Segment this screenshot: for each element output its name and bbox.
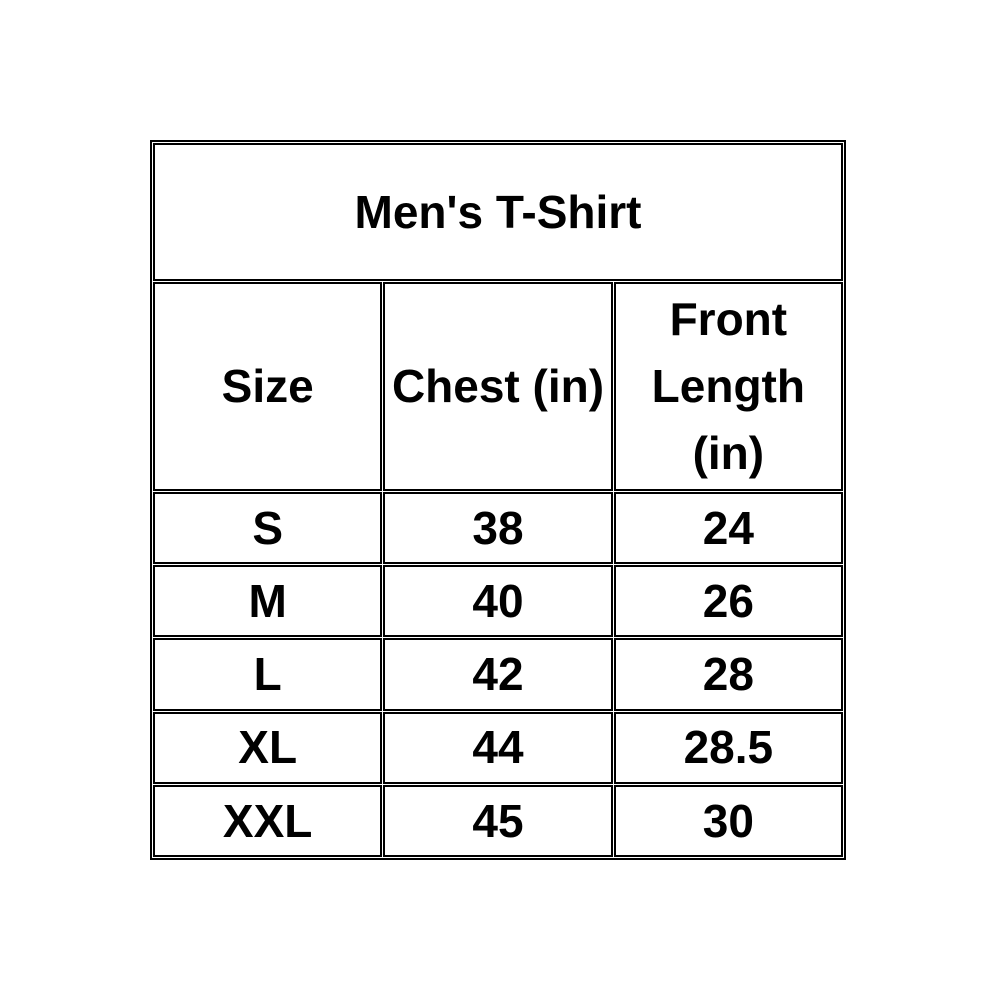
front-length-value: 30 bbox=[614, 785, 843, 857]
chest-value: 44 bbox=[383, 712, 612, 784]
size-value: XL bbox=[153, 712, 382, 784]
column-header-size: Size bbox=[153, 282, 382, 491]
size-chart-table bbox=[150, 140, 846, 860]
front-length-value: 26 bbox=[614, 565, 843, 637]
table-title-row bbox=[153, 143, 843, 281]
size-value: L bbox=[153, 638, 382, 710]
table-row-l bbox=[153, 638, 843, 710]
chest-value: 38 bbox=[383, 492, 612, 564]
column-header-front-length: Front Length (in) bbox=[614, 282, 843, 491]
table-row-xl bbox=[153, 712, 843, 784]
table-row-xxl bbox=[153, 785, 843, 857]
chest-value: 42 bbox=[383, 638, 612, 710]
table-row-m bbox=[153, 565, 843, 637]
table-header-row bbox=[153, 282, 843, 491]
table-row-s bbox=[153, 492, 843, 564]
size-value: XXL bbox=[153, 785, 382, 857]
front-length-value: 28 bbox=[614, 638, 843, 710]
size-value: M bbox=[153, 565, 382, 637]
size-value: S bbox=[153, 492, 382, 564]
chest-value: 40 bbox=[383, 565, 612, 637]
chest-value: 45 bbox=[383, 785, 612, 857]
front-length-value: 24 bbox=[614, 492, 843, 564]
front-length-value: 28.5 bbox=[614, 712, 843, 784]
table-title: Men's T-Shirt bbox=[153, 143, 843, 281]
column-header-chest: Chest (in) bbox=[383, 282, 612, 491]
